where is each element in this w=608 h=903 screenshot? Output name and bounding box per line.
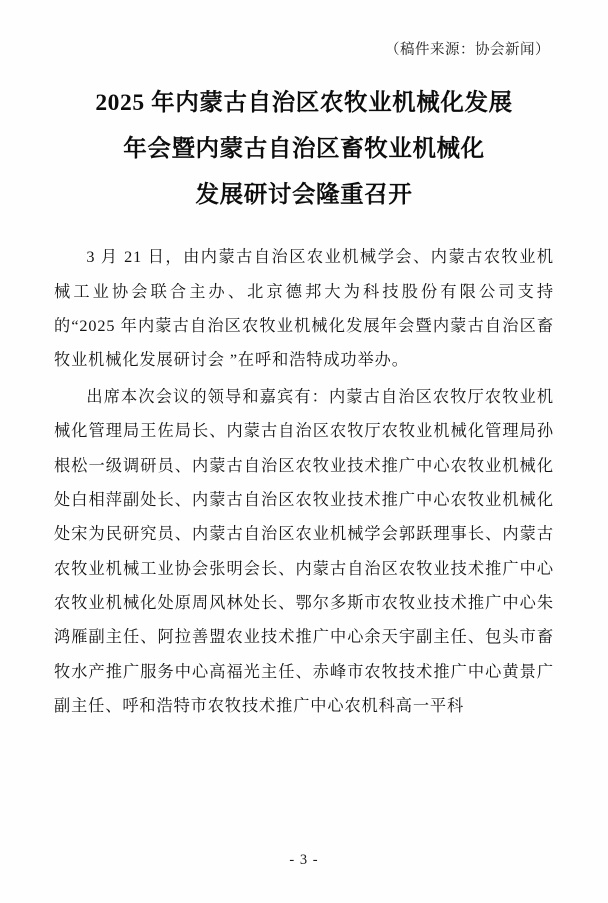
- source-note: （稿件来源：协会新闻）: [385, 42, 550, 58]
- page-title: [54, 81, 554, 218]
- page-number: - 3 -: [289, 852, 319, 868]
- paragraph-2: 出席本次会议的领导和嘉宾有：内蒙古自治区农牧厅农牧业机械化管理局王佐局长、内蒙古自治区农牧厅农牧业机械化管理局孙根松一级调研员、内蒙古自治区农牧业技术推广中心农牧业机械化处白相萍副处长、内蒙古自治区农牧业技术推广中心农牧业机械化处宋为民研究员、内蒙古自治区农业机械学会郭跃理事长、内蒙古农牧业机械工业协会张明会长、内蒙古自治区农牧业技术推广中心农牧业机械化处原周风林处长、鄂尔多斯市农牧业技术推广中心朱鸿雁副主任、阿拉善盟农业技术推广中心余天宇副主任、包头市畜牧水产推广服务中心高福光主任、赤峰市农牧技术推广中心黄景广副主任、呼和浩特市农牧技术推广中心农机科高一平科: [54, 387, 554, 715]
- paragraph-1: 3 月 21 日，由内蒙古自治区农业机械学会、内蒙古农牧业机械工业协会联合主办、北京德邦大为科技股份有限公司支持的“2025 年内蒙古自治区农牧业机械化发展年会暨内蒙古自治区畜牧业机械化发展研讨会 ”在呼和浩特成功举办。: [54, 248, 554, 370]
- title-line-3: 发展研讨会隆重召开: [195, 181, 413, 208]
- title-line-1: 2025 年内蒙古自治区农牧业机械化发展: [95, 90, 513, 116]
- title-line-2: 年会暨内蒙古自治区畜牧业机械化: [123, 135, 485, 162]
- document-body: [54, 240, 554, 723]
